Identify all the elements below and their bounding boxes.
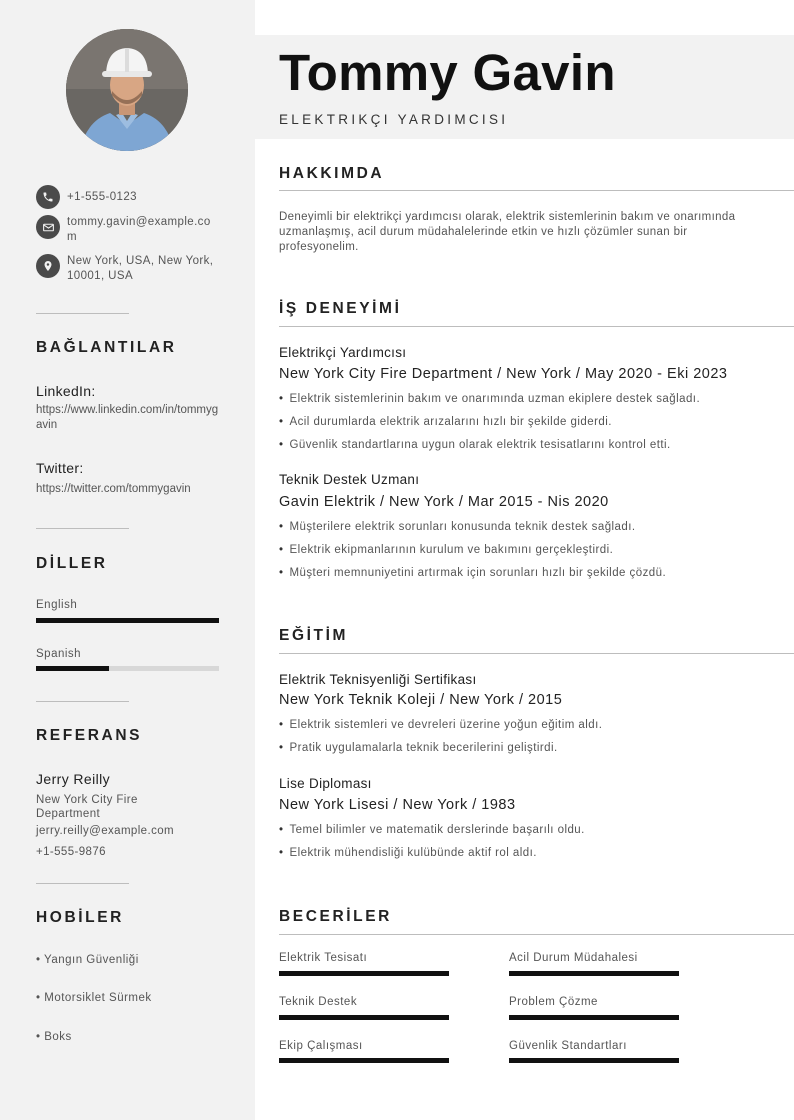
envelope-icon — [36, 215, 60, 239]
address-text: New York, USA, New York, 10001, USA — [67, 255, 214, 282]
skill-name: Ekip Çalışması — [279, 1040, 363, 1052]
skill-level-bar — [509, 1015, 679, 1020]
location-pin-icon — [36, 254, 60, 278]
twitter-label: Twitter: — [36, 460, 84, 476]
hobby-item: • Yangın Güvenliği — [36, 954, 139, 966]
linkedin-label: LinkedIn: — [36, 383, 96, 399]
skill-level-bar — [509, 971, 679, 976]
sidebar-divider — [36, 528, 129, 529]
phone-text: +1-555-0123 — [67, 191, 137, 203]
skill-name: Teknik Destek — [279, 996, 358, 1008]
job-bullet: • Elektrik sistemlerinin bakım ve onarımında uzman ekiplere destek sağladı. — [279, 393, 701, 405]
job-bullet: • Müşteri memnuniyetini artırmak için sorunları hızlı bir şekilde çözdü. — [279, 567, 667, 579]
job-org: New York City Fire Department / New York / May 2020 - Eki 2023 — [279, 366, 728, 382]
language-name: Spanish — [36, 648, 82, 660]
skill-name: Problem Çözme — [509, 996, 598, 1008]
sidebar-divider — [36, 701, 129, 702]
candidate-name: Tommy Gavin — [279, 44, 616, 101]
language-level-bar — [36, 618, 219, 623]
profile-photo — [66, 29, 188, 151]
language-level-bar — [36, 666, 219, 671]
hobby-item: • Motorsiklet Sürmek — [36, 992, 152, 1004]
contact-email — [36, 215, 226, 245]
skill-level-bar — [279, 1015, 449, 1020]
hobby-item: • Boks — [36, 1031, 72, 1043]
profile-photo-illustration — [66, 29, 188, 151]
skills-heading: BECERİLER — [279, 908, 392, 925]
contact-phone — [36, 185, 226, 209]
bullet-dot: • — [279, 439, 284, 451]
bullet-dot: • — [279, 824, 284, 836]
job-bullet: • Müşterilere elektrik sorunları konusunda teknik destek sağladı. — [279, 521, 636, 533]
reference-heading: REFERANS — [36, 727, 143, 744]
job-role: Elektrikçi Yardımcısı — [279, 345, 407, 360]
reference-name: Jerry Reilly — [36, 771, 111, 787]
twitter-link[interactable]: https://twitter.com/tommygavin — [36, 483, 191, 495]
bullet-dot: • — [279, 393, 284, 405]
education-heading: EĞİTİM — [279, 627, 348, 644]
skill-level-bar — [279, 1058, 449, 1063]
bullet-dot: • — [279, 416, 284, 428]
experience-heading: İŞ DENEYİMİ — [279, 300, 402, 317]
language-level-fill — [36, 666, 109, 671]
bullet-dot: • — [36, 992, 45, 1004]
skill-name: Güvenlik Standartları — [509, 1040, 627, 1052]
job-title: ELEKTRIKÇI YARDIMCISI — [279, 112, 509, 127]
links-heading: BAĞLANTILAR — [36, 339, 177, 356]
sidebar-divider — [36, 883, 129, 884]
skill-name: Acil Durum Müdahalesi — [509, 952, 638, 964]
education-bullet: • Elektrik sistemleri ve devreleri üzerine yoğun eğitim aldı. — [279, 719, 603, 731]
bullet-dot: • — [279, 521, 284, 533]
skill-level-bar — [279, 971, 449, 976]
job-org: Gavin Elektrik / New York / Mar 2015 - Nis 2020 — [279, 494, 609, 510]
bullet-dot: • — [36, 954, 45, 966]
skill-level-bar — [509, 1058, 679, 1063]
bullet-dot: • — [279, 544, 284, 556]
job-bullet: • Elektrik ekipmanlarının kurulum ve bakımını gerçekleştirdi. — [279, 544, 614, 556]
education-title: Lise Diploması — [279, 776, 372, 791]
reference-phone: +1-555-9876 — [36, 846, 106, 858]
education-school: New York Teknik Koleji / New York / 2015 — [279, 692, 563, 708]
education-school: New York Lisesi / New York / 1983 — [279, 797, 516, 813]
bullet-dot: • — [279, 847, 284, 859]
education-bullet: • Pratik uygulamalarla teknik becerilerini geliştirdi. — [279, 742, 558, 754]
job-bullet: • Acil durumlarda elektrik arızalarını hızlı bir şekilde giderdi. — [279, 416, 612, 428]
bullet-dot: • — [279, 719, 284, 731]
job-bullet: • Güvenlik standartlarına uygun olarak elektrik tesisatlarını kontrol etti. — [279, 439, 671, 451]
email-text[interactable]: tommy.gavin@example.com — [67, 216, 211, 243]
sidebar-divider — [36, 313, 129, 314]
contact-address — [36, 254, 226, 284]
bullet-dot: • — [279, 742, 284, 754]
skill-name: Elektrik Tesisatı — [279, 952, 368, 964]
section-rule — [279, 653, 794, 654]
phone-icon — [36, 185, 60, 209]
education-bullet: • Elektrik mühendisliği kulübünde aktif rol aldı. — [279, 847, 537, 859]
section-rule — [279, 934, 794, 935]
section-rule — [279, 190, 794, 191]
about-text: Deneyimli bir elektrikçi yardımcısı olarak, elektrik sistemlerinin bakım ve onarımında uzmanlaşmış, acil durum müdahalelerinde etkin ve hızlı çözümler sunan bir profesyonelim. — [279, 211, 736, 253]
language-name: English — [36, 599, 78, 611]
reference-email[interactable]: jerry.reilly@example.com — [36, 825, 175, 837]
section-rule — [279, 326, 794, 327]
hobbies-heading: HOBİLER — [36, 909, 124, 926]
education-bullet: • Temel bilimler ve matematik derslerinde başarılı oldu. — [279, 824, 585, 836]
bullet-dot: • — [279, 567, 284, 579]
language-level-fill — [36, 618, 219, 623]
bullet-dot: • — [36, 1031, 45, 1043]
languages-heading: DİLLER — [36, 555, 108, 572]
linkedin-link[interactable]: https://www.linkedin.com/in/tommygavin — [36, 404, 219, 431]
reference-company: New York City Fire Department — [36, 794, 138, 820]
about-heading: HAKKIMDA — [279, 165, 385, 182]
education-title: Elektrik Teknisyenliği Sertifikası — [279, 672, 477, 687]
job-role: Teknik Destek Uzmanı — [279, 472, 420, 487]
